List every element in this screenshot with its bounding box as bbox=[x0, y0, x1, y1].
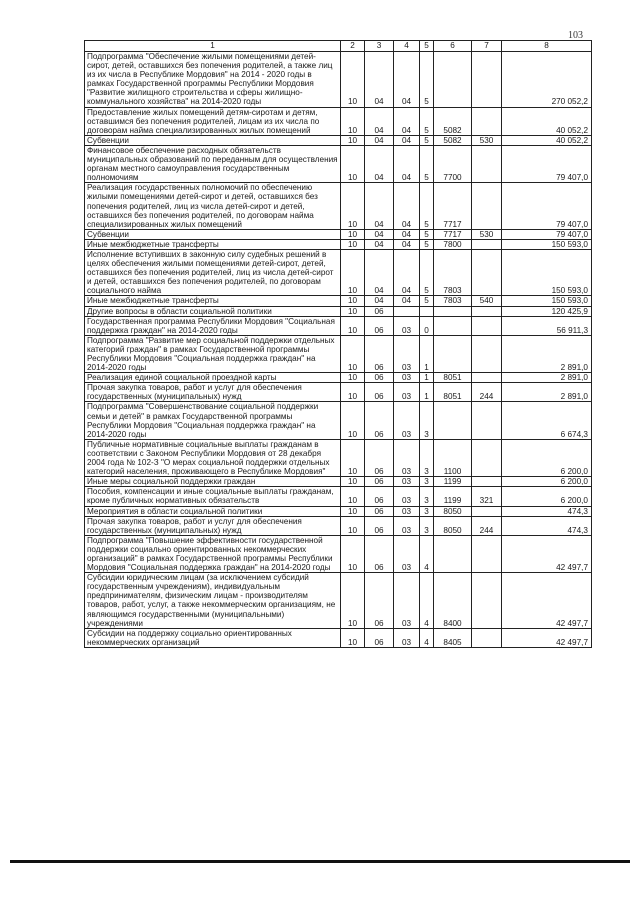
code-cell: 530 bbox=[472, 135, 502, 145]
code-cell: 03 bbox=[394, 477, 420, 487]
amount-cell: 79 407,0 bbox=[502, 145, 592, 182]
code-cell: 10 bbox=[341, 229, 365, 239]
column-header: 5 bbox=[420, 41, 434, 52]
row-name-cell: Подпрограмма "Совершенствование социальной поддержки семьи и детей" в рамках Государственной программы Республики Мордовия "Социальная поддержка граждан" на 2014-2020 годы bbox=[85, 402, 341, 439]
table-row bbox=[85, 52, 592, 108]
code-cell bbox=[472, 506, 502, 516]
code-cell: 04 bbox=[394, 229, 420, 239]
amount-cell: 2 891,0 bbox=[502, 383, 592, 402]
table-row bbox=[85, 239, 592, 249]
footer-rule bbox=[10, 860, 630, 863]
code-cell: 06 bbox=[365, 506, 394, 516]
code-cell: 06 bbox=[365, 316, 394, 335]
budget-table bbox=[84, 40, 592, 648]
amount-cell: 42 497,7 bbox=[502, 573, 592, 629]
code-cell: 03 bbox=[394, 628, 420, 647]
code-cell bbox=[434, 335, 472, 372]
code-cell: 8050 bbox=[434, 506, 472, 516]
table-row bbox=[85, 183, 592, 229]
code-cell: 04 bbox=[365, 145, 394, 182]
table-row bbox=[85, 506, 592, 516]
row-name-cell: Прочая закупка товаров, работ и услуг для обеспечения государственных (муниципальных) нужд bbox=[85, 516, 341, 535]
code-cell: 06 bbox=[365, 383, 394, 402]
row-name-cell: Исполнение вступивших в законную силу судебных решений в целях обеспечения жилыми помещениями детей-сирот, детей, оставшихся без попечения родителей, лиц из числа детей-сирот и детей, оставшихся без попечения родителей, по договорам социального найма bbox=[85, 249, 341, 295]
row-name-cell: Иные межбюджетные трансферты bbox=[85, 296, 341, 306]
code-cell: 10 bbox=[341, 402, 365, 439]
code-cell: 10 bbox=[341, 107, 365, 135]
code-cell: 5 bbox=[420, 145, 434, 182]
code-cell: 10 bbox=[341, 52, 365, 108]
row-name-cell: Реализация единой социальной проездной карты bbox=[85, 373, 341, 383]
code-cell: 5 bbox=[420, 239, 434, 249]
code-cell: 06 bbox=[365, 373, 394, 383]
code-cell: 06 bbox=[365, 573, 394, 629]
code-cell: 06 bbox=[365, 516, 394, 535]
code-cell bbox=[434, 402, 472, 439]
code-cell: 06 bbox=[365, 439, 394, 476]
row-name-cell: Пособия, компенсации и иные социальные выплаты гражданам, кроме публичных нормативных обязательств bbox=[85, 487, 341, 506]
code-cell: 03 bbox=[394, 373, 420, 383]
amount-cell: 474,3 bbox=[502, 506, 592, 516]
table-row bbox=[85, 135, 592, 145]
amount-cell: 56 911,3 bbox=[502, 316, 592, 335]
amount-cell: 474,3 bbox=[502, 516, 592, 535]
code-cell: 244 bbox=[472, 516, 502, 535]
code-cell: 8405 bbox=[434, 628, 472, 647]
row-name-cell: Реализация государственных полномочий по обеспечению жилыми помещениями детей-сирот и детей, оставшихся без попечения родителей, лиц из числа детей-сирот и детей, оставшихся без попечения родителей, по договорам найма специализированных жилых помещений bbox=[85, 183, 341, 229]
code-cell: 3 bbox=[420, 506, 434, 516]
amount-cell: 150 593,0 bbox=[502, 239, 592, 249]
code-cell: 04 bbox=[394, 52, 420, 108]
code-cell: 4 bbox=[420, 535, 434, 572]
code-cell: 3 bbox=[420, 402, 434, 439]
code-cell: 1 bbox=[420, 335, 434, 372]
code-cell: 04 bbox=[365, 52, 394, 108]
code-cell: 7800 bbox=[434, 239, 472, 249]
row-name-cell: Иные межбюджетные трансферты bbox=[85, 239, 341, 249]
code-cell: 03 bbox=[394, 487, 420, 506]
code-cell: 04 bbox=[365, 107, 394, 135]
amount-cell: 79 407,0 bbox=[502, 183, 592, 229]
row-name-cell: Подпрограмма "Обеспечение жилыми помещениями детей-сирот, детей, оставшихся без попечения родителей, а также лиц из их числа в Республике Мордовия" на 2014 - 2020 годы в рамках Государственной программы Республики Мордовия "Развитие жилищного строительства и сферы жилищно-коммунального хозяйства" на 2014-2020 годы bbox=[85, 52, 341, 108]
code-cell: 0 bbox=[420, 316, 434, 335]
table-row bbox=[85, 477, 592, 487]
code-cell: 06 bbox=[365, 628, 394, 647]
table-row bbox=[85, 107, 592, 135]
code-cell: 03 bbox=[394, 439, 420, 476]
code-cell: 8051 bbox=[434, 383, 472, 402]
code-cell: 10 bbox=[341, 183, 365, 229]
code-cell bbox=[472, 107, 502, 135]
row-name-cell: Государственная программа Республики Мордовия "Социальная поддержка граждан" на 2014-2020 годы bbox=[85, 316, 341, 335]
code-cell: 10 bbox=[341, 439, 365, 476]
amount-cell: 42 497,7 bbox=[502, 628, 592, 647]
table-row bbox=[85, 628, 592, 647]
code-cell: 10 bbox=[341, 516, 365, 535]
column-header: 4 bbox=[394, 41, 420, 52]
code-cell: 7803 bbox=[434, 249, 472, 295]
header-row bbox=[85, 41, 592, 52]
code-cell: 03 bbox=[394, 516, 420, 535]
code-cell: 03 bbox=[394, 535, 420, 572]
code-cell: 1199 bbox=[434, 477, 472, 487]
amount-cell: 270 052,2 bbox=[502, 52, 592, 108]
code-cell: 8050 bbox=[434, 516, 472, 535]
amount-cell: 2 891,0 bbox=[502, 335, 592, 372]
code-cell bbox=[472, 573, 502, 629]
code-cell: 04 bbox=[394, 107, 420, 135]
code-cell: 5 bbox=[420, 183, 434, 229]
code-cell: 5 bbox=[420, 296, 434, 306]
row-name-cell: Субвенции bbox=[85, 135, 341, 145]
column-header: 7 bbox=[472, 41, 502, 52]
code-cell: 3 bbox=[420, 487, 434, 506]
code-cell: 5 bbox=[420, 107, 434, 135]
table-row bbox=[85, 535, 592, 572]
code-cell bbox=[472, 477, 502, 487]
code-cell bbox=[472, 402, 502, 439]
code-cell: 10 bbox=[341, 249, 365, 295]
code-cell bbox=[472, 535, 502, 572]
code-cell: 3 bbox=[420, 516, 434, 535]
code-cell bbox=[420, 306, 434, 316]
code-cell: 10 bbox=[341, 335, 365, 372]
column-header: 8 bbox=[502, 41, 592, 52]
table-row bbox=[85, 573, 592, 629]
amount-cell: 150 593,0 bbox=[502, 296, 592, 306]
amount-cell: 6 200,0 bbox=[502, 439, 592, 476]
code-cell: 03 bbox=[394, 383, 420, 402]
code-cell bbox=[472, 52, 502, 108]
code-cell: 3 bbox=[420, 477, 434, 487]
code-cell bbox=[394, 306, 420, 316]
code-cell: 5 bbox=[420, 135, 434, 145]
code-cell: 5 bbox=[420, 229, 434, 239]
code-cell bbox=[472, 249, 502, 295]
code-cell: 06 bbox=[365, 535, 394, 572]
code-cell: 540 bbox=[472, 296, 502, 306]
code-cell: 04 bbox=[394, 183, 420, 229]
code-cell: 10 bbox=[341, 535, 365, 572]
row-name-cell: Публичные нормативные социальные выплаты гражданам в соответствии с Законом Республики Мордовия от 28 декабря 2004 года № 102-З "О мерах социальной поддержки отдельных категорий населения, проживающего в Республике Мордовия" bbox=[85, 439, 341, 476]
table-row bbox=[85, 145, 592, 182]
table-row bbox=[85, 487, 592, 506]
code-cell: 4 bbox=[420, 628, 434, 647]
code-cell: 10 bbox=[341, 239, 365, 249]
code-cell: 5082 bbox=[434, 135, 472, 145]
code-cell bbox=[472, 183, 502, 229]
row-name-cell: Другие вопросы в области социальной политики bbox=[85, 306, 341, 316]
code-cell: 3 bbox=[420, 439, 434, 476]
code-cell: 1199 bbox=[434, 487, 472, 506]
code-cell: 03 bbox=[394, 316, 420, 335]
row-name-cell: Финансовое обеспечение расходных обязательств муниципальных образований по переданным для осуществления органам местного самоуправления государственным полномочиям bbox=[85, 145, 341, 182]
code-cell: 244 bbox=[472, 383, 502, 402]
table-row bbox=[85, 249, 592, 295]
code-cell: 5 bbox=[420, 249, 434, 295]
code-cell bbox=[472, 145, 502, 182]
code-cell: 8400 bbox=[434, 573, 472, 629]
table-row bbox=[85, 335, 592, 372]
code-cell bbox=[472, 628, 502, 647]
amount-cell: 40 052,2 bbox=[502, 135, 592, 145]
code-cell: 04 bbox=[365, 249, 394, 295]
code-cell: 04 bbox=[365, 296, 394, 306]
code-cell: 7700 bbox=[434, 145, 472, 182]
amount-cell: 40 052,2 bbox=[502, 107, 592, 135]
amount-cell: 6 674,3 bbox=[502, 402, 592, 439]
code-cell: 530 bbox=[472, 229, 502, 239]
row-name-cell: Мероприятия в области социальной политики bbox=[85, 506, 341, 516]
code-cell: 03 bbox=[394, 506, 420, 516]
code-cell: 04 bbox=[365, 135, 394, 145]
amount-cell: 6 200,0 bbox=[502, 477, 592, 487]
table-row bbox=[85, 439, 592, 476]
code-cell: 04 bbox=[394, 249, 420, 295]
code-cell: 8051 bbox=[434, 373, 472, 383]
code-cell bbox=[472, 316, 502, 335]
code-cell: 7717 bbox=[434, 183, 472, 229]
column-header: 3 bbox=[365, 41, 394, 52]
code-cell bbox=[434, 52, 472, 108]
table-row bbox=[85, 316, 592, 335]
amount-cell: 42 497,7 bbox=[502, 535, 592, 572]
code-cell: 06 bbox=[365, 402, 394, 439]
row-name-cell: Субвенции bbox=[85, 229, 341, 239]
code-cell: 1 bbox=[420, 373, 434, 383]
table-row bbox=[85, 402, 592, 439]
code-cell bbox=[472, 335, 502, 372]
table-row bbox=[85, 516, 592, 535]
code-cell: 10 bbox=[341, 628, 365, 647]
table-row bbox=[85, 229, 592, 239]
code-cell bbox=[472, 439, 502, 476]
amount-cell: 150 593,0 bbox=[502, 249, 592, 295]
amount-cell: 120 425,9 bbox=[502, 306, 592, 316]
code-cell: 10 bbox=[341, 477, 365, 487]
code-cell: 1 bbox=[420, 383, 434, 402]
row-name-cell: Иные меры социальной поддержки граждан bbox=[85, 477, 341, 487]
code-cell: 03 bbox=[394, 335, 420, 372]
table-row bbox=[85, 296, 592, 306]
row-name-cell: Подпрограмма "Повышение эффективности государственной поддержки социально ориентированных некоммерческих организаций" в рамках Государственной программы Республики Мордовия "Социальная поддержка граждан" на 2014-2020 годы bbox=[85, 535, 341, 572]
code-cell: 10 bbox=[341, 316, 365, 335]
code-cell: 10 bbox=[341, 487, 365, 506]
code-cell: 10 bbox=[341, 373, 365, 383]
table-row bbox=[85, 373, 592, 383]
code-cell: 1100 bbox=[434, 439, 472, 476]
code-cell: 10 bbox=[341, 145, 365, 182]
code-cell bbox=[472, 306, 502, 316]
code-cell bbox=[434, 316, 472, 335]
row-name-cell: Субсидии юридическим лицам (за исключением субсидий государственным учреждениям), индивидуальным предпринимателям, физическим лицам - производителям товаров, работ, услуг, а также некоммерческим организациям, не являющимся государственными (муниципальными) учреждениями bbox=[85, 573, 341, 629]
code-cell: 03 bbox=[394, 402, 420, 439]
column-header: 6 bbox=[434, 41, 472, 52]
code-cell: 04 bbox=[394, 145, 420, 182]
column-header: 1 bbox=[85, 41, 341, 52]
code-cell: 10 bbox=[341, 135, 365, 145]
code-cell: 04 bbox=[365, 229, 394, 239]
code-cell bbox=[472, 373, 502, 383]
row-name-cell: Прочая закупка товаров, работ и услуг для обеспечения государственных (муниципальных) нужд bbox=[85, 383, 341, 402]
code-cell: 10 bbox=[341, 383, 365, 402]
table-row bbox=[85, 306, 592, 316]
code-cell: 03 bbox=[394, 573, 420, 629]
code-cell: 06 bbox=[365, 487, 394, 506]
row-name-cell: Подпрограмма "Развитие мер социальной поддержки отдельных категорий граждан" в рамках Государственной программы Республики Мордовия "Социальная поддержка граждан" на 2014-2020 годы bbox=[85, 335, 341, 372]
code-cell: 10 bbox=[341, 573, 365, 629]
code-cell: 7717 bbox=[434, 229, 472, 239]
code-cell: 5 bbox=[420, 52, 434, 108]
code-cell: 04 bbox=[365, 239, 394, 249]
code-cell: 06 bbox=[365, 335, 394, 372]
page-number: 103 bbox=[568, 30, 583, 41]
code-cell: 10 bbox=[341, 506, 365, 516]
code-cell: 06 bbox=[365, 477, 394, 487]
code-cell: 4 bbox=[420, 573, 434, 629]
table-body bbox=[85, 52, 592, 648]
code-cell bbox=[434, 306, 472, 316]
table-row bbox=[85, 383, 592, 402]
amount-cell: 79 407,0 bbox=[502, 229, 592, 239]
code-cell: 7803 bbox=[434, 296, 472, 306]
column-header: 2 bbox=[341, 41, 365, 52]
code-cell: 5082 bbox=[434, 107, 472, 135]
code-cell: 04 bbox=[394, 296, 420, 306]
code-cell: 06 bbox=[365, 306, 394, 316]
code-cell bbox=[434, 535, 472, 572]
code-cell: 04 bbox=[394, 135, 420, 145]
row-name-cell: Субсидии на поддержку социально ориентированных некоммерческих организаций bbox=[85, 628, 341, 647]
code-cell bbox=[472, 239, 502, 249]
code-cell: 10 bbox=[341, 306, 365, 316]
code-cell: 10 bbox=[341, 296, 365, 306]
code-cell: 321 bbox=[472, 487, 502, 506]
amount-cell: 2 891,0 bbox=[502, 373, 592, 383]
code-cell: 04 bbox=[365, 183, 394, 229]
code-cell: 04 bbox=[394, 239, 420, 249]
row-name-cell: Предоставление жилых помещений детям-сиротам и детям, оставшимся без попечения родителей, лицам из их числа по договорам найма специализированных жилых помещений bbox=[85, 107, 341, 135]
amount-cell: 6 200,0 bbox=[502, 487, 592, 506]
